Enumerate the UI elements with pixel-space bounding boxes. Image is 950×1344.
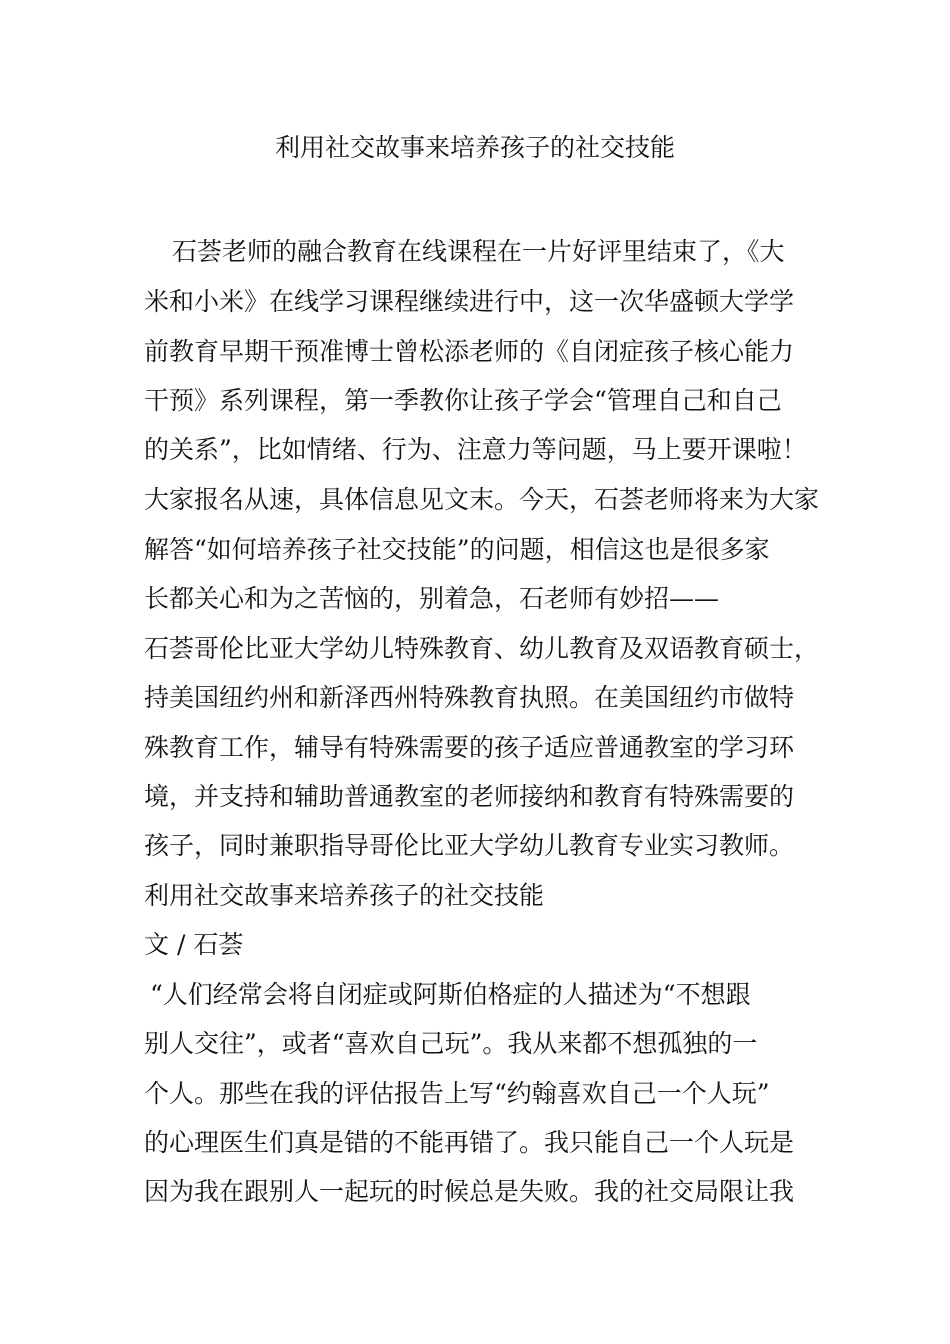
paragraph-line: 大家报名从速，具体信息见文末。今天，石荟老师将来为大家 <box>144 485 820 514</box>
bio-line: 石荟哥伦比亚大学幼儿特殊教育、幼儿教育及双语教育硕士， <box>144 634 820 663</box>
paragraph-line: 干预》系列课程，第一季教你让孩子学会“管理自己和自己 <box>144 386 782 415</box>
document-title: 利用社交故事来培养孩子的社交技能 <box>274 133 675 162</box>
quote-line: 的心理医生们真是错的不能再错了。我只能自己一个人玩是 <box>144 1128 795 1157</box>
quote-line: 别人交往”，或者“喜欢自己玩”。我从来都不想孤独的一 <box>144 1029 758 1058</box>
author-line: 文 / 石荟 <box>144 930 244 959</box>
bio-line: 持美国纽约州和新泽西州特殊教育执照。在美国纽约市做特 <box>144 683 795 712</box>
article-heading: 利用社交故事来培养孩子的社交技能 <box>144 881 545 910</box>
paragraph-line: 解答“如何培养孩子社交技能”的问题，相信这也是很多家 <box>144 535 770 564</box>
bio-line: 殊教育工作，辅导有特殊需要的孩子适应普通教室的学习环 <box>144 733 795 762</box>
quote-line: 个人。那些在我的评估报告上写“约翰喜欢自己一个人玩” <box>144 1079 770 1108</box>
bio-line: 境，并支持和辅助普通教室的老师接纳和教育有特殊需要的 <box>144 782 795 811</box>
paragraph-line: 长都关心和为之苦恼的，别着急，石老师有妙招—— <box>144 584 720 613</box>
bio-line: 孩子，同时兼职指导哥伦比亚大学幼儿教育专业实习教师。 <box>144 831 795 860</box>
quote-line: “人们经常会将自闭症或阿斯伯格症的人描述为“不想跟 <box>150 980 751 1009</box>
paragraph-line: 的关系”，比如情绪、行为、注意力等问题，马上要开课啦！ <box>144 435 807 464</box>
paragraph-line: 石荟老师的融合教育在线课程在一片好评里结束了，《大 <box>172 237 785 266</box>
paragraph-line: 前教育早期干预准博士曾松添老师的《自闭症孩子核心能力 <box>144 337 795 366</box>
paragraph-line: 米和小米》在线学习课程继续进行中，这一次华盛顿大学学 <box>144 287 795 316</box>
quote-line: 因为我在跟别人一起玩的时候总是失败。我的社交局限让我 <box>144 1177 795 1206</box>
